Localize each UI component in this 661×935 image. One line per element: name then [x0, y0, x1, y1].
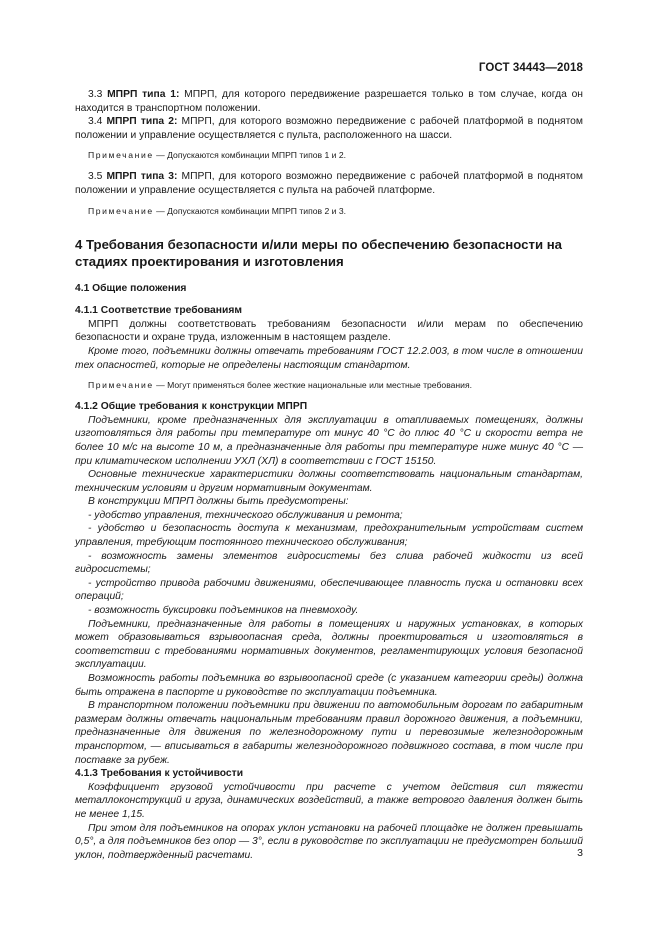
definition-3-5	[75, 170, 583, 197]
definition-text: МПРП, для которого передвижение разрешается только в том случае, когда он находится в транспортном положении.	[75, 89, 583, 114]
paragraph: Основные технические характеристики должны соответствовать национальным стандартам, техническим условиям и другим нормативным документам.	[75, 469, 583, 494]
note-types-1-2	[75, 149, 583, 161]
section-4-title: 4 Требования безопасности и/или меры по обеспечению безопасности на стадиях проектирования и изготовления	[75, 236, 563, 269]
clause-number: 3.3	[88, 89, 103, 100]
list-item: - удобство управления, технического обслуживания и ремонта;	[88, 509, 403, 521]
paragraph: МПРП должны соответствовать требованиям безопасности и/или мерам по обеспечению безопасности и охране труда, изложенным в настоящем разделе.	[75, 318, 583, 344]
note-label: Примечание	[88, 380, 154, 391]
note-text: — Могут применяться более жесткие национальные или местные требования.	[153, 380, 473, 391]
note-label: Примечание	[88, 150, 154, 161]
paragraph: Подъемники, предназначенные для работы в помещениях и наружных установках, в которых может образовываться взрывоопасная среда, должны проектироваться и изготовляться в соответствии с требованиями нормативных документов, регламентирующих условия безопасной эксплуатации.	[75, 618, 583, 671]
paragraph: Кроме того, подъемники должны отвечать требованиям ГОСТ 12.2.003, в том числе в отношении тех опасностей, которые не определены настоящим стандартом.	[75, 345, 583, 371]
paragraph: Коэффициент грузовой устойчивости при расчете с учетом действия сил тяжести металлоконструкций и груза, динамических воздействий, а также ветрового давления должен быть не менее 1,15.	[75, 781, 583, 820]
paragraph: В конструкции МПРП должны быть предусмотрены:	[88, 496, 349, 508]
definition-text: МПРП, для которого возможно передвижение с рабочей платформой в поднятом положении и управление осуществляется с пульта на рабочей платформе.	[75, 171, 583, 196]
paragraph: Подъемники, кроме предназначенных для эксплуатации в отапливаемых помещениях, должны изготовляться для работы при температуре от минус 40 °С до плюс 40 °С и скорости ветра не более 10 м/с на высоте 10 м, а предназначенные для работы при температуре ниже минус 40 °С — при климатическом исполнении УХЛ (ХЛ) в соответствии с ГОСТ 15150.	[75, 414, 583, 467]
paragraph: В транспортном положении подъемники при движении по автомобильным дорогам по габаритным размерам должны отвечать национальным требованиям правил дорожного движения, а подъемники, предназначенные для движения по железнодорожному пути и перевозимые железнодорожным транспортом, — вписываться в габариты железнодорожного подвижного состава, в том числе при поставке за рубеж.	[75, 700, 583, 766]
note-stricter-requirements	[75, 379, 583, 391]
note-label: Примечание	[88, 205, 154, 216]
section-4-1-1-title: 4.1.1 Соответствие требованиям	[75, 305, 242, 317]
clause-number: 3.4	[88, 116, 103, 128]
section-4-1-3-title: 4.1.3 Требования к устойчивости	[75, 768, 244, 780]
definition-3-4	[75, 115, 583, 142]
note-text: — Допускаются комбинации МПРП типов 1 и 2.	[153, 150, 347, 161]
list-item: - возможность замены элементов гидросистемы без слива рабочей жидкости из всей гидросистемы;	[75, 550, 583, 576]
clause-number: 3.5	[88, 171, 103, 183]
definition-text: МПРП, для которого возможно передвижение с рабочей платформой в поднятом положении и управление осуществляется с пульта, расположенного на шасси.	[75, 116, 583, 141]
note-text: — Допускаются комбинации МПРП типов 2 и 3.	[153, 205, 347, 216]
page-number: 3	[577, 847, 583, 859]
section-4-1-2-title: 4.1.2 Общие требования к конструкции МПРП	[75, 401, 308, 413]
section-4-1-title: 4.1 Общие положения	[75, 282, 187, 294]
note-types-2-3	[75, 205, 583, 217]
list-item: - устройство привода рабочими движениями, обеспечивающее плавность пуска и остановки всех операций;	[75, 577, 583, 603]
paragraph: Возможность работы подъемника во взрывоопасной среде (с указанием категории среды) должна быть отражена в паспорте и руководстве по эксплуатации подъемника.	[75, 673, 583, 698]
list-item: - удобство и безопасность доступа к механизмам, предохранительным устройствам систем управления, требующим постоянного технического обслуживания;	[75, 523, 583, 549]
definition-3-3	[75, 88, 583, 115]
defined-term: МПРП типа 3:	[106, 171, 178, 183]
document-code-header: ГОСТ 34443—2018	[478, 62, 583, 74]
list-item: - возможность буксировки подъемников на пневмоходу.	[88, 605, 359, 617]
paragraph: При этом для подъемников на опорах уклон установки на рабочей площадке не должен превышать 0,5°, а для подъемников без опор — 3°, если в руководстве по эксплуатации не предусмотрен больший уклон, подтвержденный расчетами.	[75, 822, 583, 861]
defined-term: МПРП типа 1:	[107, 89, 180, 100]
defined-term: МПРП типа 2:	[106, 116, 178, 128]
document-body	[75, 88, 583, 862]
